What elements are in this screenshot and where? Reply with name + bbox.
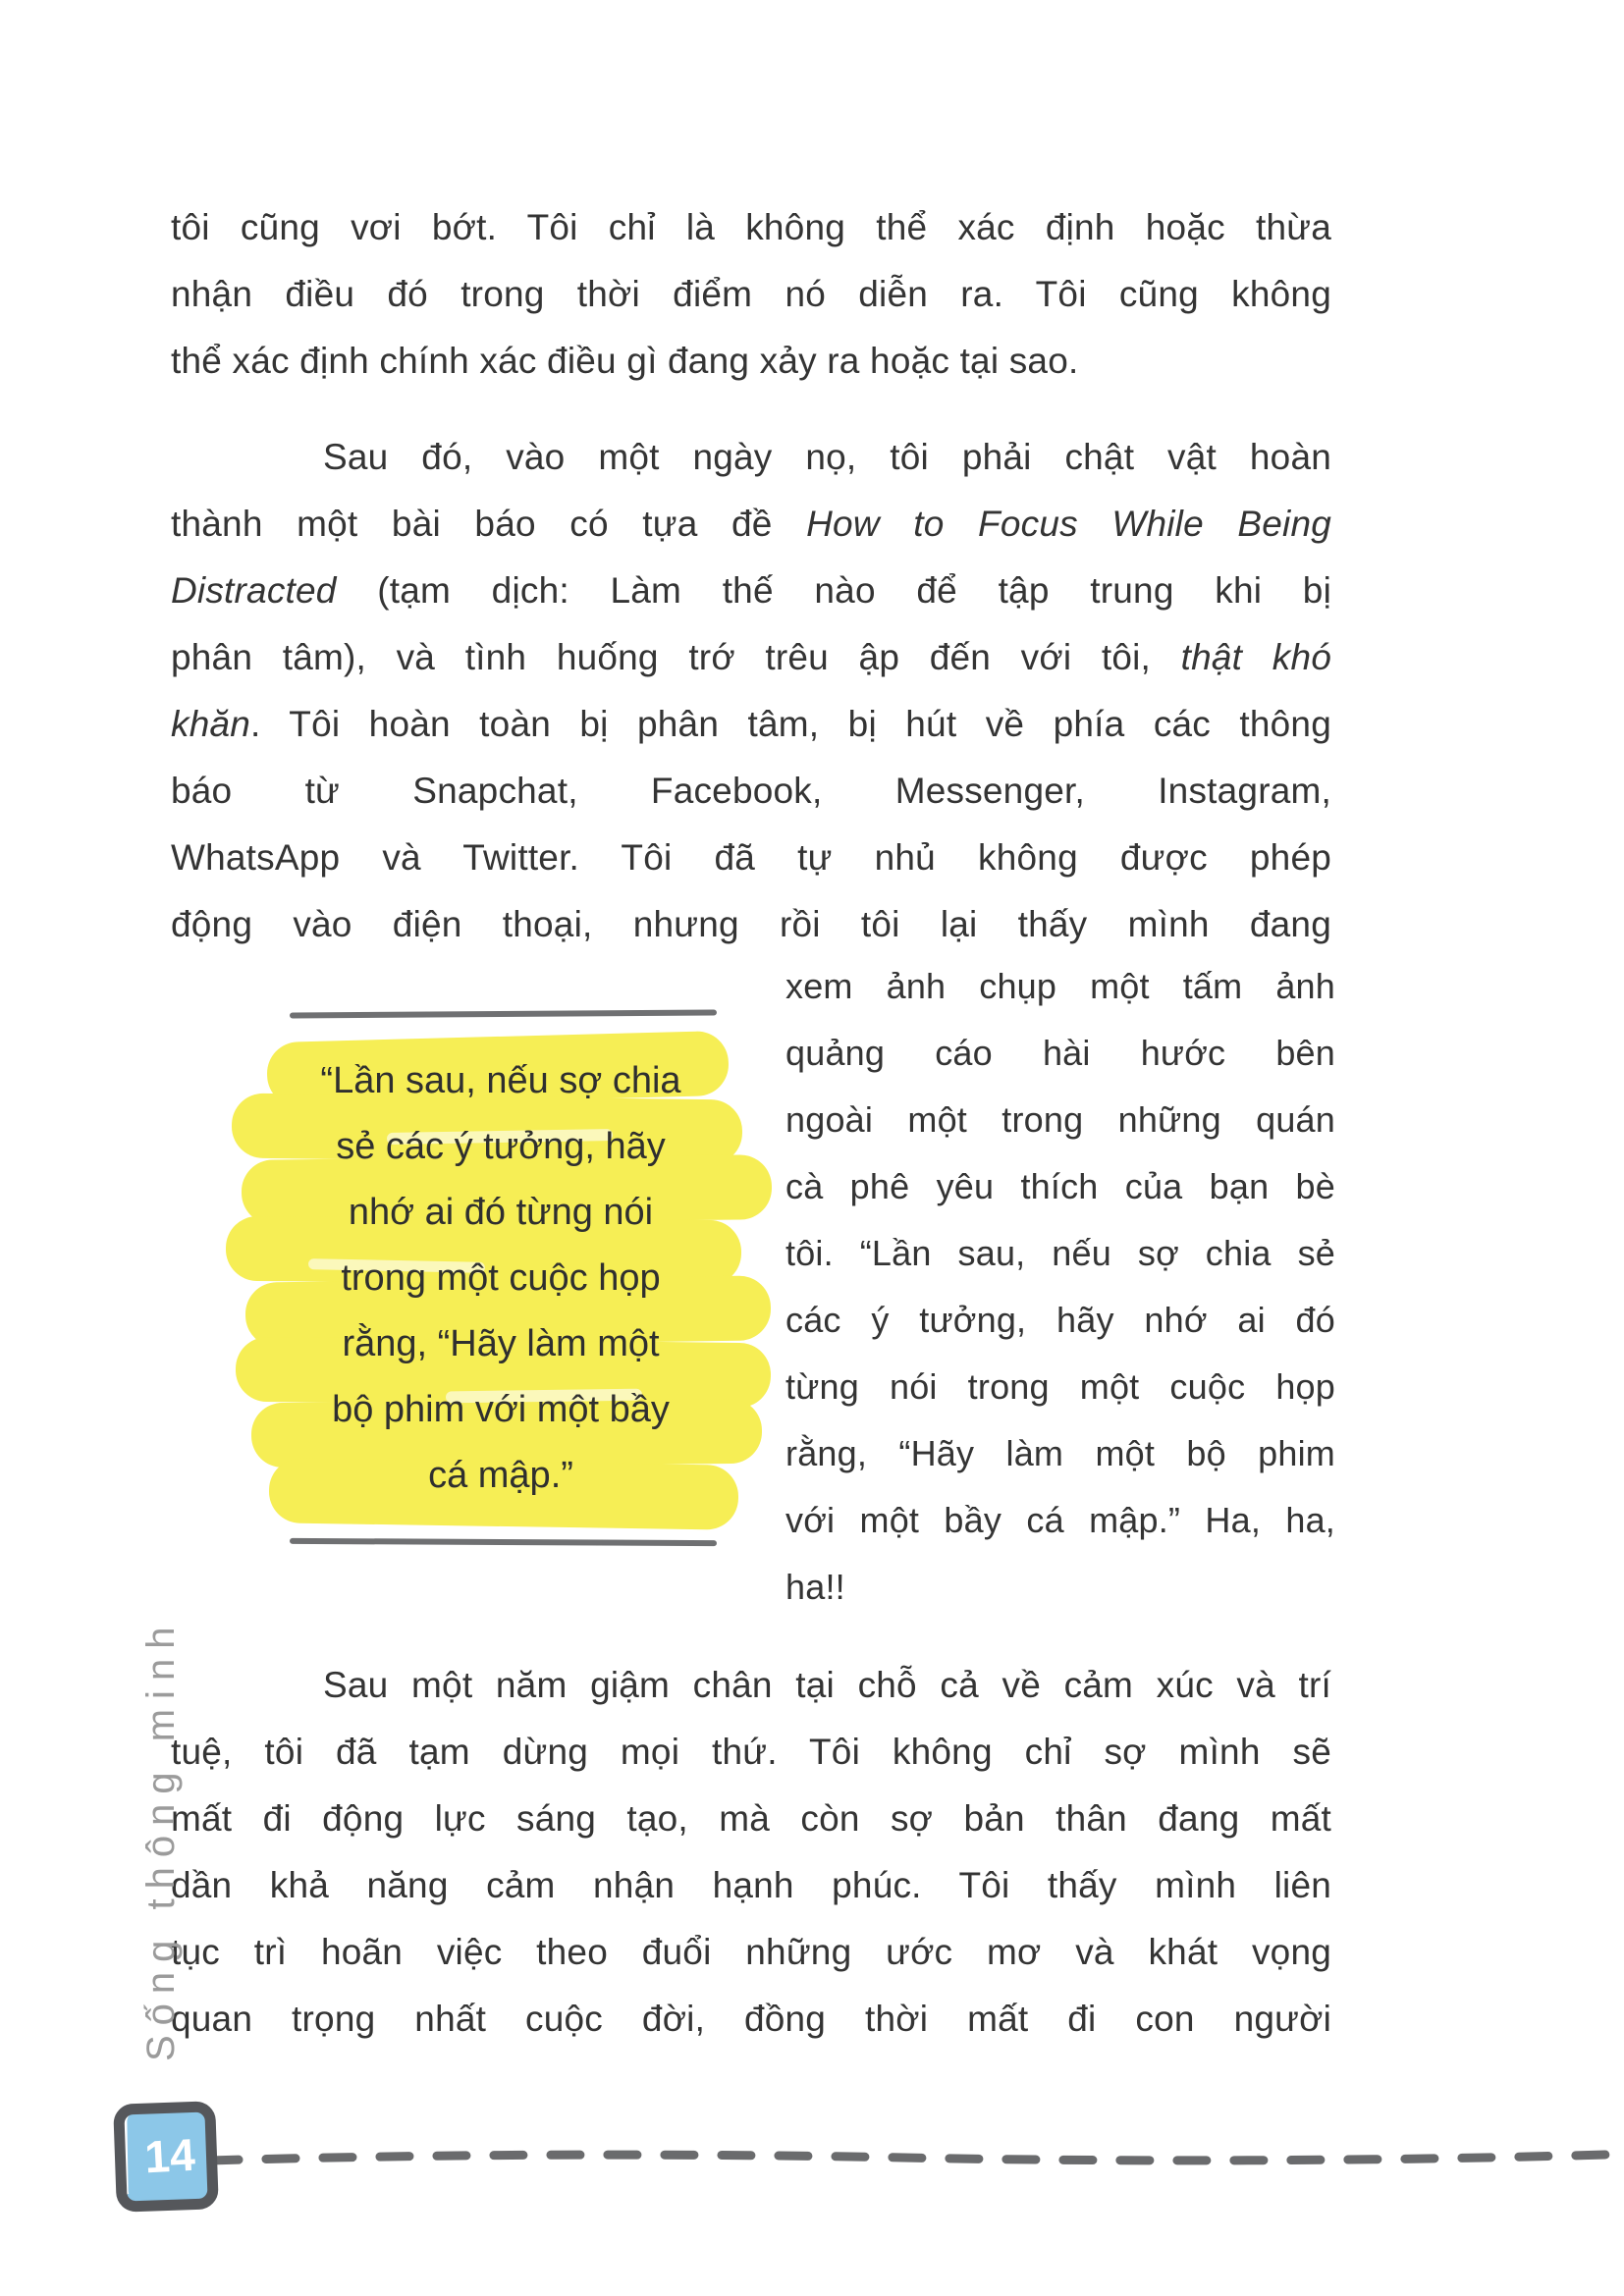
quote-line: sẻ các ý tưởng, hãy	[336, 1126, 666, 1167]
quote-line: bộ phim với một bầy	[332, 1389, 670, 1430]
quote-line: “Lần sau, nếu sợ chia	[320, 1060, 681, 1101]
text-line: rằng, “Hãy làm một bộ phim	[785, 1433, 1335, 1473]
text-line: mất đi động lực sáng tạo, mà còn sợ bản thân đang mất	[171, 1798, 1331, 1839]
quote-rule-bottom	[290, 1538, 717, 1546]
text-line: ngoài một trong những quán	[785, 1099, 1335, 1140]
italic-run: khăn	[171, 704, 251, 744]
quote-line: trong một cuộc họp	[341, 1257, 661, 1299]
text-line: Sau một năm giậm chân tại chỗ cả về cảm xúc và trí	[323, 1665, 1331, 1705]
text-line: ha!!	[785, 1567, 845, 1607]
quote-line: nhớ ai đó từng nói	[348, 1192, 654, 1233]
text-line: xem ảnh chụp một tấm ảnh	[785, 966, 1335, 1006]
italic-run: thật khó	[1180, 637, 1332, 677]
text-line	[171, 491, 1331, 558]
text-line: động vào điện thoại, nhưng rồi tôi lại thấy mình đang	[171, 904, 1331, 944]
text-run: (tạm dịch: Làm thế nào để tập trung khi bị	[336, 570, 1331, 611]
page-number-badge	[113, 2101, 223, 2216]
text-line: tuệ, tôi đã tạm dừng mọi thứ. Tôi không chỉ sợ mình sẽ	[171, 1732, 1331, 1772]
page-number: 14	[143, 2128, 196, 2183]
text-line: dần khả năng cảm nhận hạnh phúc. Tôi thấy mình liên	[171, 1865, 1331, 1905]
pull-quote	[245, 1048, 756, 1509]
text-line: WhatsApp và Twitter. Tôi đã tự nhủ không được phép	[171, 837, 1331, 878]
paragraph-1	[171, 194, 1331, 395]
text-line: quảng cáo hài hước bên	[785, 1033, 1335, 1073]
text-line	[171, 691, 1331, 758]
text-line: thể xác định chính xác điều gì đang xảy ra hoặc tại sao.	[171, 341, 1079, 381]
quote-line: cá mập.”	[428, 1455, 573, 1496]
paragraph-3	[171, 1652, 1331, 2053]
text-run: phân tâm), và tình huống trớ trêu ập đến với tôi,	[171, 637, 1181, 677]
text-line: từng nói trong một cuộc họp	[785, 1366, 1335, 1407]
quote-line: rằng, “Hãy làm một	[342, 1323, 660, 1364]
quote-rule-top	[290, 1009, 717, 1018]
text-line: các ý tưởng, hãy nhớ ai đó	[785, 1300, 1335, 1340]
text-line: tục trì hoãn việc theo đuổi những ước mơ và khát vọng	[171, 1932, 1331, 1972]
italic-title-run: Distracted	[171, 570, 337, 611]
text-line: báo từ Snapchat, Facebook, Messenger, Instagram,	[171, 771, 1331, 811]
paragraph-2	[171, 424, 1331, 958]
sidebar-book-title: Sống thông minh	[139, 1617, 183, 2061]
text-run: . Tôi hoàn toàn bị phân tâm, bị hút về phía các thông	[250, 704, 1331, 744]
text-line: tôi. “Lần sau, nếu sợ chia sẻ	[785, 1233, 1335, 1273]
text-line	[171, 624, 1331, 691]
text-line	[171, 558, 1331, 624]
text-line: tôi cũng vơi bớt. Tôi chỉ là không thể xác định hoặc thừa	[171, 207, 1331, 247]
dashed-divider	[201, 2144, 1615, 2171]
text-line: nhận điều đó trong thời điểm nó diễn ra. Tôi cũng không	[171, 274, 1331, 314]
text-run: thành một bài báo có tựa đề	[171, 504, 807, 544]
text-line: quan trọng nhất cuộc đời, đồng thời mất đi con người	[171, 1999, 1331, 2039]
text-line: Sau đó, vào một ngày nọ, tôi phải chật vật hoàn	[323, 437, 1331, 477]
wrap-column	[785, 953, 1335, 1621]
text-line: với một bầy cá mập.” Ha, ha,	[785, 1500, 1335, 1540]
italic-title-run: How to Focus While Being	[806, 504, 1332, 544]
text-line: cà phê yêu thích của bạn bè	[785, 1166, 1335, 1206]
